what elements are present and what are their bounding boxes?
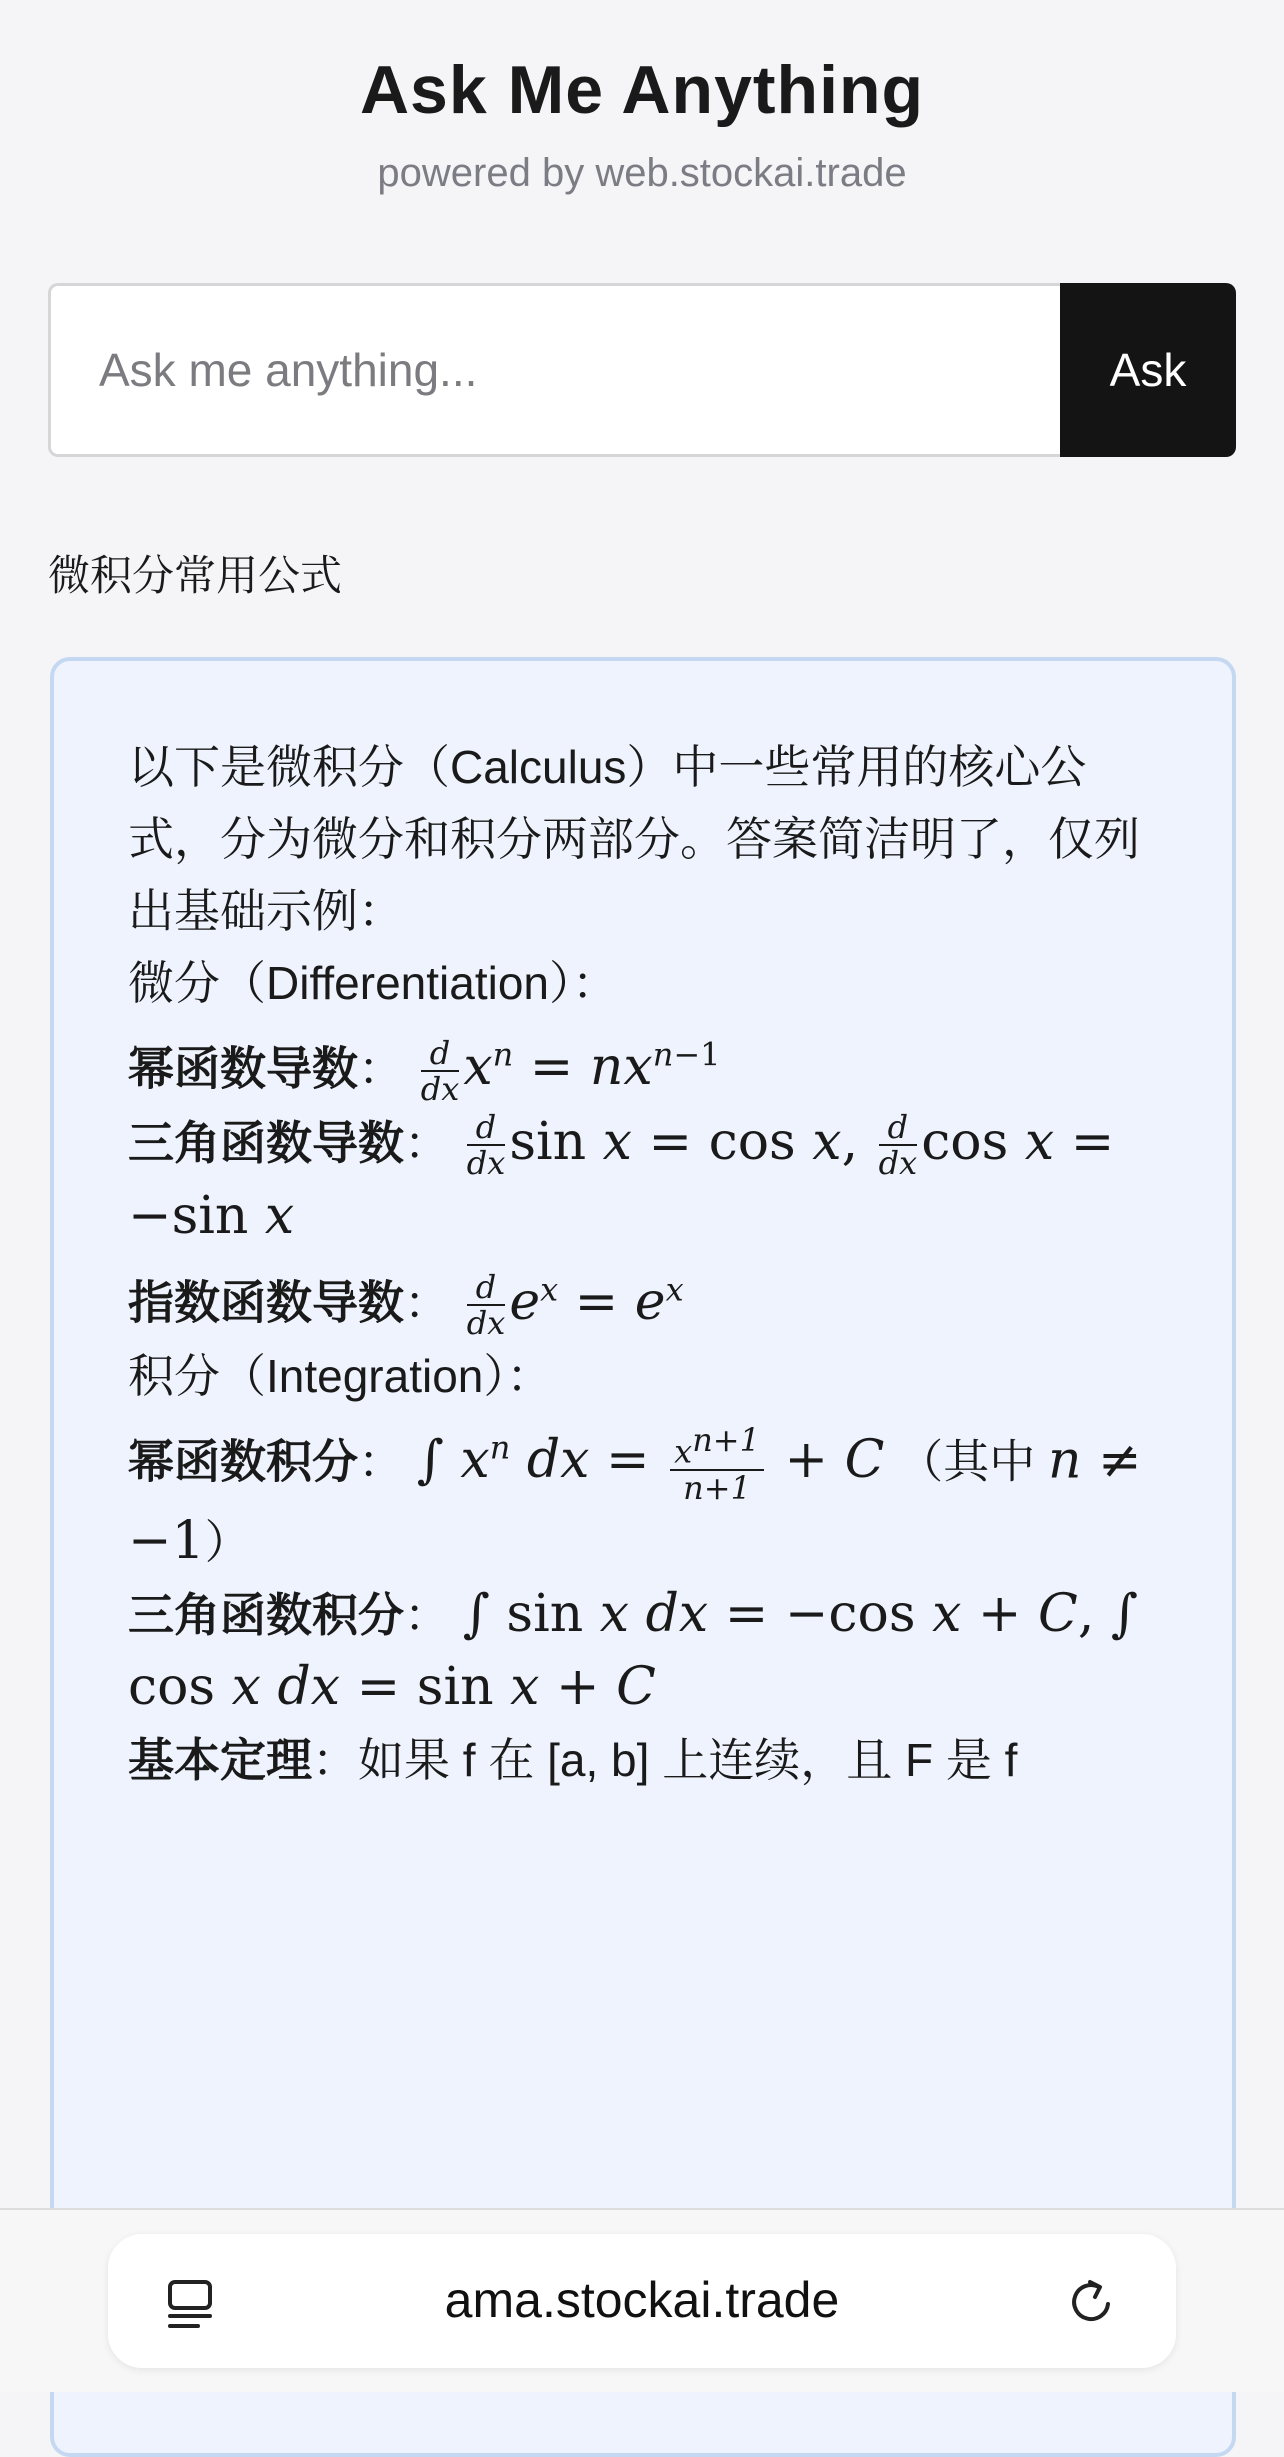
formula-label: 指数函数导数 <box>128 1276 404 1329</box>
integration-heading: 积分（Integration）： <box>128 1350 553 1403</box>
formula-exp-derivative: 指数函数导数： $\frac{d}{dx}$ $e^x = e^x$ <box>128 1268 684 1343</box>
answer-intro: 以下是微积分（Calculus）中一些常用的核心公式，分为微分和积分两部分。答案简洁明了，仅列出基础示例： <box>128 741 1140 937</box>
browser-toolbar <box>0 2208 1284 2392</box>
formula-label: 幂函数导数 <box>128 1042 358 1095</box>
formula-trig-integral: 三角函数积分： ∫ sin x dx = −cos x + C, ∫ cos x dx = sin x + C <box>128 1583 1138 1717</box>
formula-note: （其中 <box>897 1435 1036 1488</box>
answer-card <box>50 657 1236 2457</box>
formula-power-integral: 幂函数积分： ∫ $x^n$ dx = $\frac{x^{n+1}}{n+1}$ + C （其中 n ≠ −1） <box>128 1421 1142 1571</box>
search-input[interactable] <box>48 283 1060 457</box>
formula-label: 幂函数积分 <box>128 1435 358 1488</box>
formula-power-derivative: 幂函数导数： $\frac{d}{dx}$ $x^n = nx^{n-1}$ <box>128 1033 721 1108</box>
header <box>0 50 1284 196</box>
formula-label: 三角函数积分 <box>128 1588 404 1641</box>
url-text[interactable]: ama.stockai.trade <box>444 2272 840 2328</box>
differentiation-heading: 微分（Differentiation）： <box>128 957 618 1009</box>
page-subtitle: powered by web.stockai.trade <box>377 151 907 195</box>
formula-label: 三角函数导数 <box>128 1116 404 1169</box>
ask-button[interactable]: Ask <box>1060 283 1236 457</box>
address-bar[interactable] <box>108 2234 1176 2368</box>
search-bar <box>48 283 1236 457</box>
formula-label: 基本定理 <box>128 1733 312 1786</box>
reload-icon[interactable] <box>1064 2274 1120 2330</box>
submitted-question: 微积分常用公式 <box>48 552 343 599</box>
formula-trig-derivative: 三角函数导数： $\frac{d}{dx}$ sin x = cos x, $\frac{d}{dx}$ cos x = −sin x <box>128 1108 1115 1247</box>
formula-fundamental-theorem: 基本定理：如果 f 在 [a, b] 上连续，且 F 是 f <box>128 1733 1018 1786</box>
formula-text: 如果 f 在 [a, b] 上连续，且 F 是 f <box>358 1733 1018 1786</box>
page-title: Ask Me Anything <box>359 52 925 128</box>
